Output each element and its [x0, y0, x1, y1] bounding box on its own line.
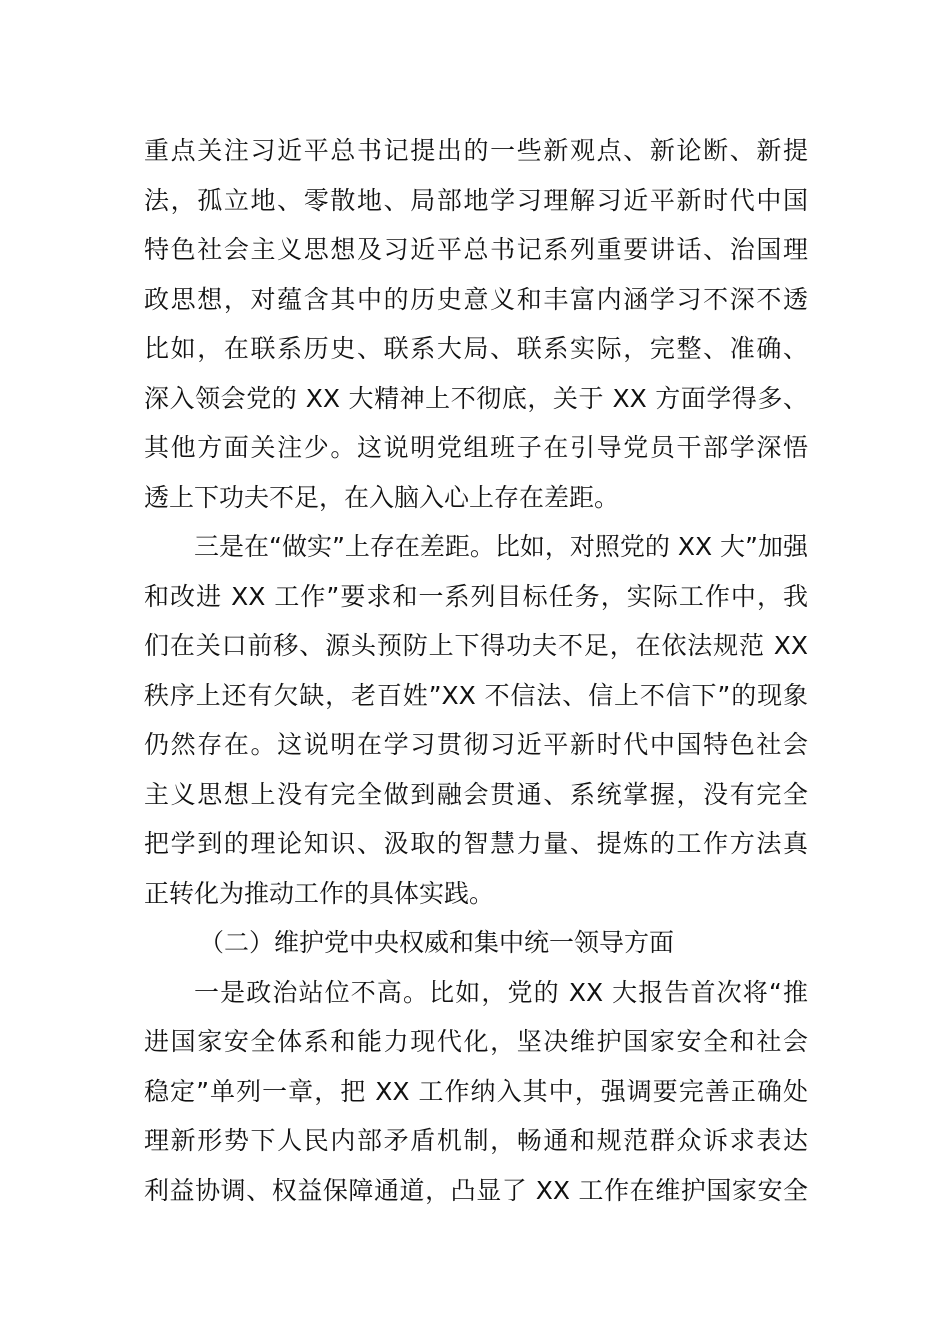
text-line: 利益协调、权益保障通道，凸显了 XX 工作在维护国家安全 — [144, 1175, 808, 1205]
text-line: 理新形势下人民内部矛盾机制，畅通和规范群众诉求表达 — [144, 1126, 808, 1155]
document-body — [144, 126, 808, 1215]
text-line: 把学到的理论知识、汲取的智慧力量、提炼的工作方法真 — [144, 829, 808, 858]
section-heading: （二）维护党中央权威和集中统一领导方面 — [199, 928, 675, 957]
text-line: 稳定”单列一章，把 XX 工作纳入其中，强调要完善正确处 — [144, 1076, 808, 1106]
text-line: 和改进 XX 工作”要求和一系列目标任务，实际工作中，我 — [144, 581, 808, 611]
paragraph-start-line: 三是在“做实”上存在差距。比如，对照党的 XX 大”加强 — [194, 532, 808, 561]
text-line: 政思想，对蕴含其中的历史意义和丰富内涵学习不深不透 — [144, 284, 808, 314]
text-line: 比如，在联系历史、联系大局、联系实际，完整、准确、 — [144, 334, 808, 363]
text-line: 其他方面关注少。这说明党组班子在引导党员干部学深悟 — [144, 433, 808, 462]
text-line: 进国家安全体系和能力现代化，坚决维护国家安全和社会 — [144, 1027, 808, 1056]
text-line: 主义思想上没有完全做到融会贯通、系统掌握，没有完全 — [144, 779, 808, 809]
paragraph-start-line: 一是政治站位不高。比如，党的 XX 大报告首次将“推 — [194, 977, 808, 1007]
text-line: 们在关口前移、源头预防上下得功夫不足，在依法规范 XX — [144, 631, 808, 660]
text-line: 正转化为推动工作的具体实践。 — [144, 878, 495, 908]
text-line: 法，孤立地、零散地、局部地学习理解习近平新时代中国 — [144, 185, 808, 215]
text-line: 秩序上还有欠缺，老百姓”XX 不信法、信上不信下”的现象 — [144, 680, 808, 710]
text-line: 仍然存在。这说明在学习贯彻习近平新时代中国特色社会 — [144, 730, 808, 759]
text-line: 重点关注习近平总书记提出的一些新观点、新论断、新提 — [144, 136, 808, 165]
text-line: 特色社会主义思想及习近平总书记系列重要讲话、治国理 — [144, 235, 808, 264]
text-line: 透上下功夫不足，在入脑入心上存在差距。 — [144, 482, 620, 512]
text-line: 深入领会党的 XX 大精神上不彻底，关于 XX 方面学得多、 — [144, 383, 808, 413]
